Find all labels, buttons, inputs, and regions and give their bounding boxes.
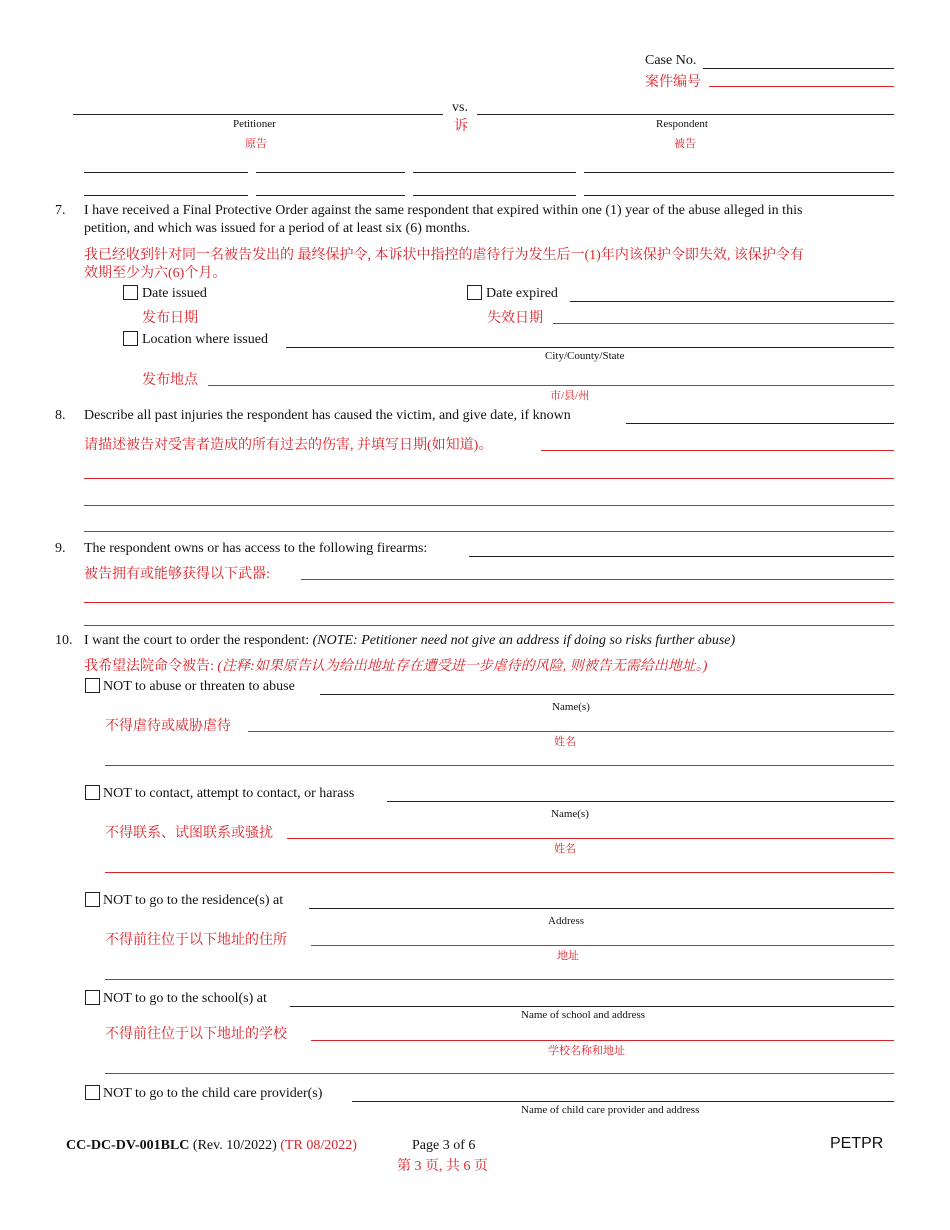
firearms-field[interactable]	[84, 625, 894, 626]
item-10-label: I want the court to order the respondent:	[84, 633, 310, 648]
location-field-zh[interactable]	[208, 385, 894, 386]
caption-field[interactable]	[584, 195, 894, 196]
school-address-field[interactable]	[290, 1006, 894, 1007]
residence-caption-zh: 地址	[557, 950, 579, 962]
no-contact-names-field[interactable]	[387, 801, 894, 802]
school-address-field-zh[interactable]	[311, 1040, 894, 1041]
no-abuse-names-field-zh[interactable]	[248, 731, 894, 732]
no-contact-caption-zh: 姓名	[554, 843, 576, 855]
item-10-zh-prefix: 我希望法院命令被告:	[84, 659, 214, 674]
location-label-zh: 发布地点	[142, 373, 198, 388]
no-childcare-checkbox[interactable]	[85, 1085, 100, 1100]
respondent-caption: Respondent	[656, 118, 708, 130]
form-id: CC-DC-DV-001BLC	[66, 1138, 190, 1153]
no-residence-label: NOT to go to the residence(s) at	[103, 893, 284, 908]
no-residence-checkbox[interactable]	[85, 892, 100, 907]
no-contact-names-field-zh[interactable]	[287, 838, 894, 839]
caption-field[interactable]	[413, 172, 576, 173]
location-caption-zh: 市/县/州	[550, 390, 590, 402]
no-abuse-caption: Name(s)	[552, 701, 590, 713]
item-7-number: 7.	[55, 203, 66, 218]
residence-address-field[interactable]	[309, 908, 894, 909]
injuries-field[interactable]	[84, 531, 894, 532]
caption-field[interactable]	[256, 172, 405, 173]
item-10-zh-note: (注释:如果原告认为给出地址存在遭受进一步虐待的风险, 则被告无需给出地址。)	[217, 659, 708, 674]
no-contact-checkbox[interactable]	[85, 785, 100, 800]
caption-field[interactable]	[584, 172, 894, 173]
no-school-label: NOT to go to the school(s) at	[103, 991, 267, 1006]
form-rev: (Rev. 10/2022)	[192, 1138, 277, 1153]
caption-field[interactable]	[413, 195, 576, 196]
date-issued-checkbox[interactable]	[123, 285, 138, 300]
residence-caption: Address	[548, 915, 585, 927]
item-10-number: 10.	[55, 633, 73, 648]
item-10-note: (NOTE: Petitioner need not give an address if doing so risks further abuse)	[312, 633, 736, 648]
location-label: Location where issued	[142, 332, 268, 347]
no-residence-label-zh: 不得前往位于以下地址的住所	[105, 933, 287, 948]
item-7-text-1: I have received a Final Protective Order against the same respondent that expired within one (1) year of the abuse alleged in this	[84, 203, 803, 218]
location-checkbox[interactable]	[123, 331, 138, 346]
firearms-field-zh[interactable]	[301, 579, 894, 580]
case-no-label: Case No.	[645, 53, 697, 68]
date-expired-field-zh[interactable]	[553, 323, 894, 324]
residence-address-field[interactable]	[105, 979, 894, 980]
date-expired-field[interactable]	[570, 301, 894, 302]
item-7-text-2: petition, and which was issued for a period of at least six (6) months.	[84, 221, 471, 236]
no-abuse-label-zh: 不得虐待或威胁虐待	[105, 719, 231, 734]
page-number: Page 3 of 6	[412, 1138, 476, 1153]
residence-address-field-zh[interactable]	[311, 945, 894, 946]
school-caption-zh: 学校名称和地址	[548, 1045, 625, 1057]
childcare-caption: Name of child care provider and address	[521, 1104, 700, 1116]
caption-field[interactable]	[84, 172, 248, 173]
date-issued-label: Date issued	[142, 286, 207, 301]
no-contact-caption: Name(s)	[551, 808, 589, 820]
caption-field[interactable]	[84, 195, 248, 196]
no-abuse-names-field[interactable]	[320, 694, 894, 695]
case-no-line-zh	[709, 86, 894, 87]
no-contact-names-field[interactable]	[105, 872, 894, 873]
no-abuse-checkbox[interactable]	[85, 678, 100, 693]
injuries-field[interactable]	[84, 505, 894, 506]
no-school-checkbox[interactable]	[85, 990, 100, 1005]
item-7-zh-2: 效期至少为六(6)个月。	[84, 266, 227, 281]
no-abuse-label: NOT to abuse or threaten to abuse	[103, 679, 295, 694]
no-abuse-names-field[interactable]	[105, 765, 894, 766]
item-9-number: 9.	[55, 541, 66, 556]
respondent-field[interactable]	[477, 114, 894, 115]
form-tr: (TR 08/2022)	[280, 1138, 357, 1153]
no-school-label-zh: 不得前往位于以下地址的学校	[105, 1027, 287, 1042]
petitioner-caption-zh: 原告	[245, 138, 267, 150]
vs-label-zh: 诉	[454, 119, 468, 134]
petitioner-caption: Petitioner	[233, 118, 276, 130]
location-field[interactable]	[286, 347, 894, 348]
item-7-zh-1: 我已经收到针对同一名被告发出的 最终保护令, 本诉状中指控的虐待行为发生后一(1)年内该保护令即失效, 该保护令有	[84, 248, 804, 263]
item-10-zh	[84, 655, 707, 675]
date-expired-label-zh: 失效日期	[487, 311, 543, 326]
firearms-field[interactable]	[469, 556, 894, 557]
case-no-field[interactable]	[703, 68, 894, 69]
item-9-zh: 被告拥有或能够获得以下武器:	[84, 567, 270, 582]
item-8-text: Describe all past injuries the respondent has caused the victim, and give date, if known	[84, 408, 571, 423]
childcare-address-field[interactable]	[352, 1101, 894, 1102]
case-no-label-zh: 案件编号	[645, 75, 701, 90]
injuries-field[interactable]	[84, 478, 894, 479]
no-childcare-label: NOT to go to the child care provider(s)	[103, 1086, 323, 1101]
form-code: PETPR	[830, 1135, 884, 1152]
school-address-field[interactable]	[105, 1073, 894, 1074]
petitioner-field[interactable]	[73, 114, 443, 115]
respondent-caption-zh: 被告	[674, 138, 696, 150]
vs-label: vs.	[452, 100, 468, 115]
date-expired-label: Date expired	[486, 286, 558, 301]
firearms-field[interactable]	[84, 602, 894, 603]
school-caption: Name of school and address	[521, 1009, 646, 1021]
caption-field[interactable]	[256, 195, 405, 196]
no-contact-label: NOT to contact, attempt to contact, or harass	[103, 786, 355, 801]
no-contact-label-zh: 不得联系、试图联系或骚扰	[105, 826, 273, 841]
item-10-text	[84, 633, 735, 649]
page-number-zh: 第 3 页, 共 6 页	[397, 1159, 488, 1174]
item-9-text: The respondent owns or has access to the following firearms:	[84, 541, 428, 556]
no-abuse-caption-zh: 姓名	[554, 736, 576, 748]
footer-form-info	[66, 1138, 357, 1154]
item-8-number: 8.	[55, 408, 66, 423]
injuries-field-zh[interactable]	[541, 450, 894, 451]
item-8-zh: 请描述被告对受害者造成的所有过去的伤害, 并填写日期(如知道)。	[84, 438, 493, 453]
injuries-field[interactable]	[626, 423, 894, 424]
date-expired-checkbox[interactable]	[467, 285, 482, 300]
location-caption: City/County/State	[545, 350, 625, 362]
date-issued-label-zh: 发布日期	[142, 311, 198, 326]
